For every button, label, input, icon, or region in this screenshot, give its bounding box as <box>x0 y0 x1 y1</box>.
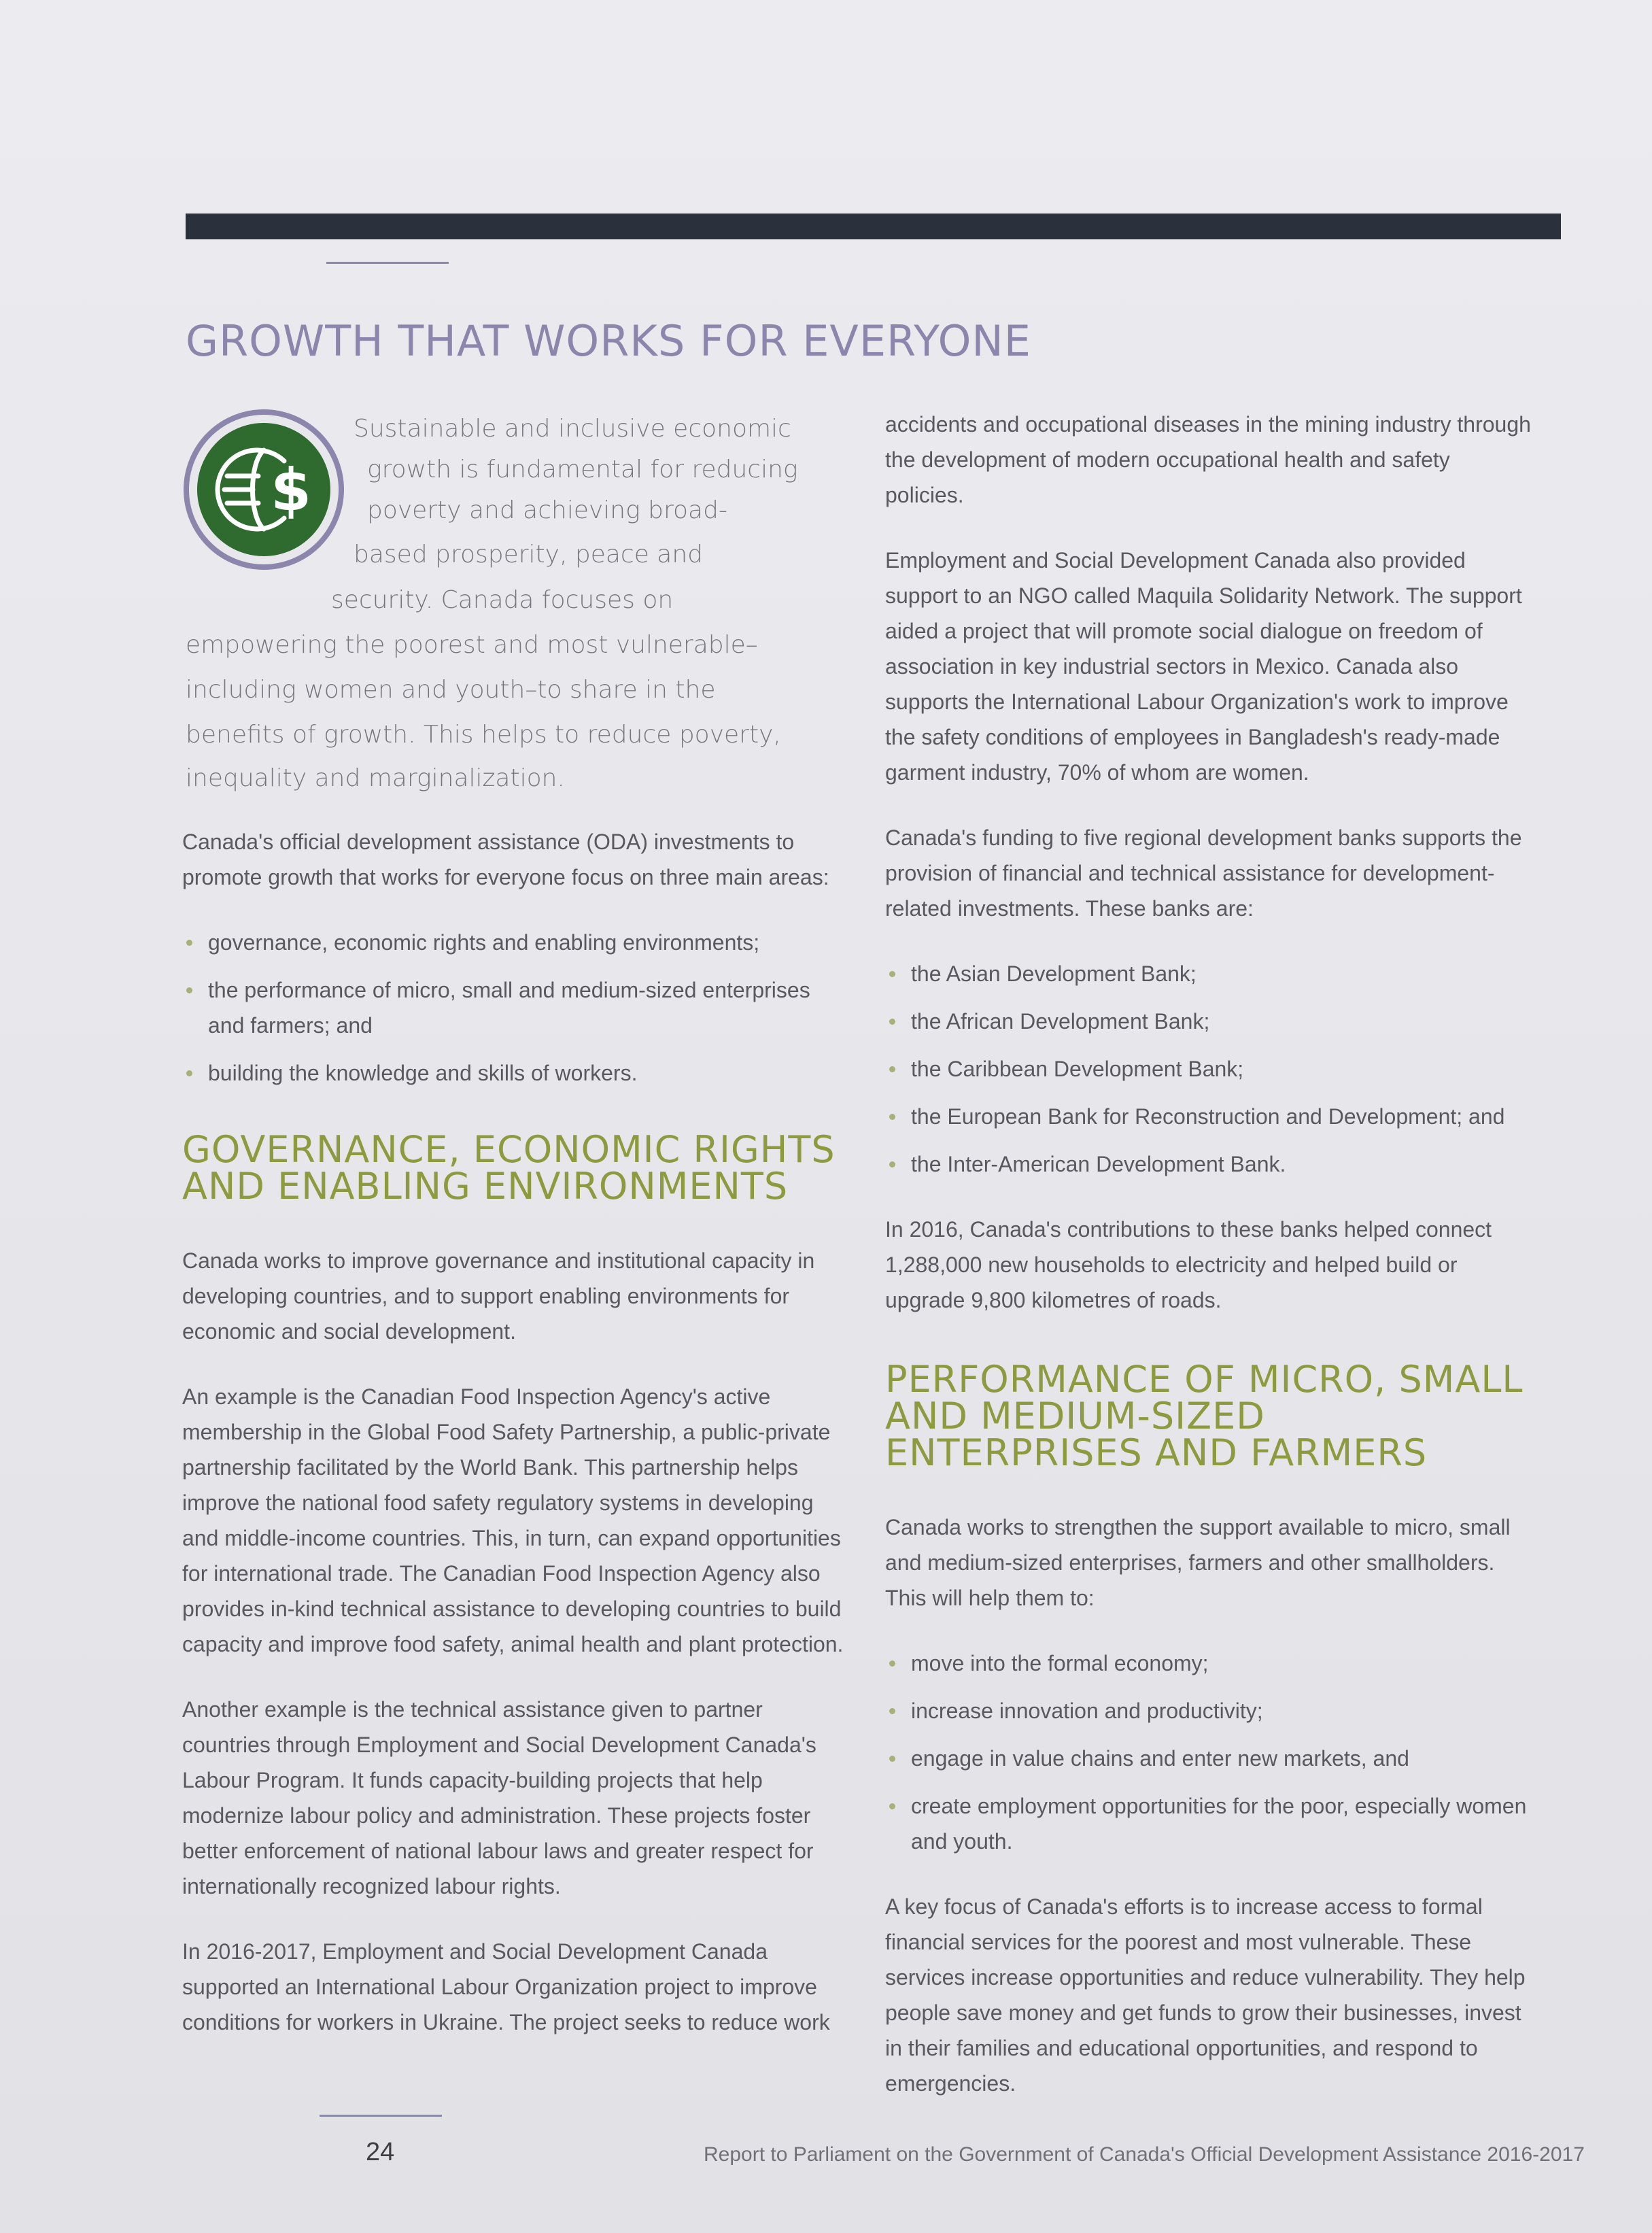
globe-dollar-icon <box>182 408 345 571</box>
intro-line: Sustainable and inclusive economic <box>354 415 791 443</box>
paragraph: Canada's funding to five regional development banks supports the provision of financial and technical assistance for development-related investments. These banks are: <box>885 825 1522 921</box>
list-item: the European Bank for Reconstruction and Development; and <box>885 1099 1531 1134</box>
left-column <box>182 824 845 2070</box>
intro-line: based prosperity, peace and <box>354 541 704 568</box>
performance-intro: Canada works to strengthen the support available to micro, small and medium-sized enterprises, farmers and other smallholders. This will help them to: <box>885 1515 1511 1610</box>
list-item: the African Development Bank; <box>885 1004 1531 1039</box>
list-item: governance, economic rights and enabling environments; <box>182 925 845 960</box>
intro-line: including women and youth–to share in the <box>186 676 716 704</box>
page-number: 24 <box>366 2138 395 2166</box>
list-item: the Asian Development Bank; <box>885 956 1531 991</box>
oda-paragraph: Canada's official development assistance (ODA) investments to promote growth that works for everyone focus on three main areas: <box>182 830 829 889</box>
goals-list <box>885 1646 1531 1859</box>
intro-line: benefits of growth. This helps to reduce poverty, <box>186 721 781 749</box>
paragraph: An example is the Canadian Food Inspection Agency's active membership in the Global Food Safety Partnership, a public-private partnership facilitated by the World Bank. This partnership helps improve the national food safety regulatory systems in developing and middle-income countries. This, in turn, can expand opportunities for international trade. The Canadian Food Inspection Agency also provides in-kind technical assistance to developing countries to build capacity and improve food safety, animal health and plant protection. <box>182 1384 844 1656</box>
paragraph: Employment and Social Development Canada also provided support to an NGO called Maquila Solidarity Network. The support aided a project that will promote social dialogue on freedom of association in key industrial sectors in Mexico. Canada also supports the International Labour Organization's work to improve the safety conditions of employees in Bangladesh's ready-made garment industry, 70% of whom are women. <box>885 548 1522 785</box>
paragraph: Another example is the technical assistance given to partner countries through Employment and Social Development Canada's Labour Program. It funds capacity-building projects that help modernize labour policy and administration. These projects foster better enforcement of national labour laws and greater respect for internationally recognized labour rights. <box>182 1697 816 1898</box>
banks-list <box>885 956 1531 1182</box>
list-item: the performance of micro, small and medium-sized enterprises and farmers; and <box>182 972 845 1043</box>
footer-rule <box>320 2115 442 2117</box>
paragraph: Canada works to improve governance and institutional capacity in developing countries, and to support enabling environments for economic and social development. <box>182 1248 815 1344</box>
page-title: GROWTH THAT WORKS FOR EVERYONE <box>186 316 1031 366</box>
closing-paragraph: A key focus of Canada's efforts is to increase access to formal financial services for the poorest and most vulnerable. These services increase opportunities and reduce vulnerability. They help people save money and get funds to grow their businesses, invest in their families and educational opportunities, and respond to emergencies. <box>885 1894 1526 2096</box>
list-item: the Caribbean Development Bank; <box>885 1051 1531 1087</box>
paragraph: In 2016-2017, Employment and Social Development Canada supported an International Labour Organization project to improve conditions for workers in Ukraine. The project seeks to reduce work <box>182 1939 830 2034</box>
focus-areas-list <box>182 925 845 1091</box>
list-item: create employment opportunities for the poor, especially women and youth. <box>885 1788 1531 1859</box>
list-item: increase innovation and productivity; <box>885 1693 1531 1728</box>
right-column <box>885 407 1531 2131</box>
title-rule <box>326 262 449 264</box>
performance-heading: PERFORMANCE OF MICRO, SMALL AND MEDIUM-SIZED ENTERPRISES AND FARMERS <box>885 1358 1524 1474</box>
list-item: engage in value chains and enter new markets, and <box>885 1741 1531 1776</box>
header-bar <box>186 214 1561 239</box>
intro-line: growth is fundamental for reducing <box>367 456 798 483</box>
intro-line: inequality and marginalization. <box>186 764 565 792</box>
footer-report-title: Report to Parliament on the Government of Canada's Official Development Assistance 2016-2017 <box>704 2143 1585 2166</box>
list-item: building the knowledge and skills of workers. <box>182 1055 845 1091</box>
paragraph: accidents and occupational diseases in the mining industry through the development of modern occupational health and safety policies. <box>885 412 1531 507</box>
governance-heading: GOVERNANCE, ECONOMIC RIGHTS AND ENABLING ENVIRONMENTS <box>182 1128 836 1208</box>
list-item: move into the formal economy; <box>885 1646 1531 1681</box>
banks-result-paragraph: In 2016, Canada's contributions to these banks helped connect 1,288,000 new households to electricity and helped build or upgrade 9,800 kilometres of roads. <box>885 1217 1492 1312</box>
intro-line: empowering the poorest and most vulnerable– <box>186 631 758 659</box>
list-item: the Inter-American Development Bank. <box>885 1146 1531 1182</box>
intro-line: poverty and achieving broad- <box>367 496 727 524</box>
svg-text:$: $ <box>271 456 311 524</box>
intro-line: security. Canada focuses on <box>331 586 674 614</box>
